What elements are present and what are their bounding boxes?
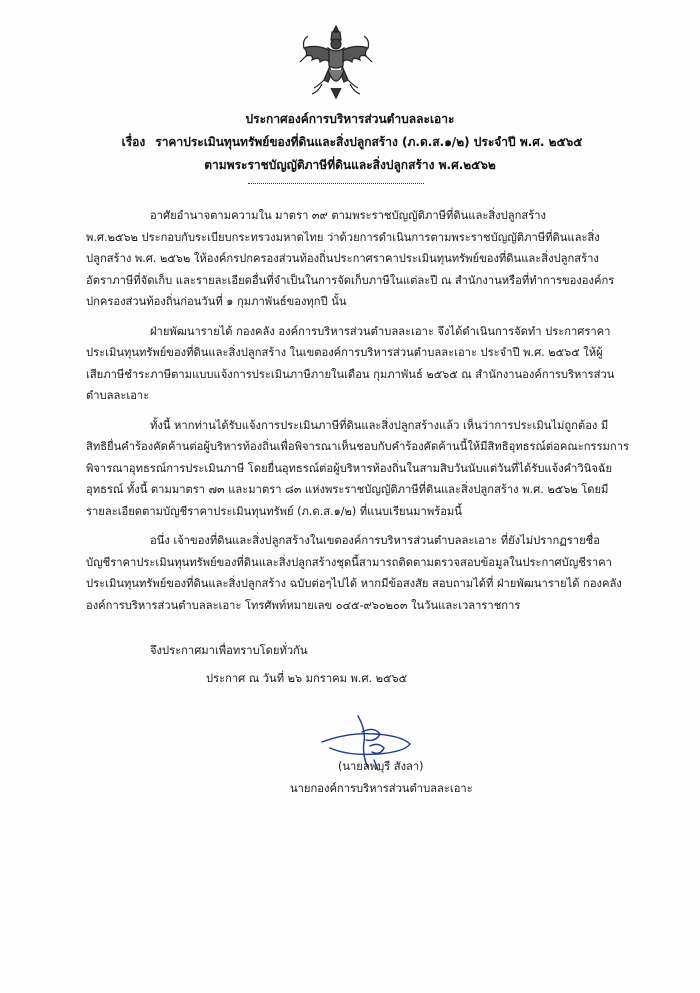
- paragraph-authority: [86, 205, 638, 313]
- paragraph-line: ทั้งนี้ หากท่านได้รับแจ้งการประเมินภาษีที่ดินและสิ่งปลูกสร้างแล้ว เห็นว่าการประเมินไม่ถูกต้อง มี: [150, 418, 609, 432]
- subject-line: [0, 131, 700, 154]
- announcement-date: ประกาศ ณ วันที่ ๒๖ มกราคม พ.ศ. ๒๕๖๕: [206, 672, 408, 685]
- paragraph-line: ประเมินทุนทรัพย์ของที่ดินและสิ่งปลูกสร้าง ในเขตองค์การบริหารส่วนตำบลละเอาะ ประจำปี พ.ศ. ๒๕๖๕ ให้ผู้: [86, 346, 603, 359]
- paragraph-line: อัตราภาษีที่จัดเก็บ และรายละเอียดอื่นที่จำเป็นในการจัดเก็บภาษีในแต่ละปี ณ สำนักงานหรือที่ทำการขององค์กร: [86, 273, 615, 287]
- paragraph-line: ตำบลละเอาะ: [86, 389, 150, 402]
- announcement-title: ประกาศองค์การบริหารส่วนตำบลละเอาะ: [245, 112, 455, 126]
- garuda-emblem-icon: [298, 22, 374, 100]
- paragraph-line: องค์การบริหารส่วนตำบลละเอาะ โทรศัพท์หมายเลข ๐๔๕-๙๖๐๒๐๓ ในวันและเวลาราชการ: [86, 598, 521, 612]
- paragraph-line: พ.ศ.๒๕๖๒ ประกอบกับระเบียบกระทรวงมหาดไทย ว่าด้วยการดำเนินการตามพระราชบัญญัติภาษีที่ดินและสิ่ง: [86, 230, 600, 244]
- paragraph-line: อุทธรณ์ ทั้งนี้ ตามมาตรา ๗๓ และมาตรา ๘๓ แห่งพระราชบัญญัติภาษีที่ดินและสิ่งปลูกสร้าง พ.ศ. ๒๕๖๒ โดยมี: [86, 483, 609, 496]
- signatory-name: (นายลพบุรี สังลา): [338, 760, 424, 773]
- signatory-title: นายกองค์การบริหารส่วนตำบลละเอาะ: [290, 782, 473, 795]
- document-header: [0, 108, 700, 177]
- paragraph-line: เสียภาษีชำระภาษีตามแบบแจ้งการประเมินภาษีภายในเดือน กุมภาพันธ์ ๒๕๖๕ ณ สำนักงานองค์การบริหารส่วน: [86, 367, 615, 381]
- paragraph-line: ประเมินทุนทรัพย์ของที่ดินและสิ่งปลูกสร้าง ฉบับต่อๆไปได้ หากมีข้อสงสัย สอบถามได้ที่ ฝ่ายพัฒนารายได้ กองคลัง: [86, 577, 622, 590]
- paragraph-line: รายละเอียดตามบัญชีราคาประเมินทุนทรัพย์ (ภ.ด.ส.๑/๒) ที่แนบเรียนมาพร้อมนี้: [86, 504, 462, 518]
- legal-reference: ตามพระราชบัญญัติภาษีที่ดินและสิ่งปลูกสร้าง พ.ศ.๒๕๖๒: [204, 158, 496, 172]
- dotted-divider: [248, 183, 424, 184]
- paragraph-line: บัญชีราคาประเมินทุนทรัพย์ของที่ดินและสิ่งปลูกสร้างชุดนี้สามารถติดตามตรวจสอบข้อมูลในประกาศบัญชีราคา: [86, 555, 612, 569]
- paragraph-line: อาศัยอำนาจตามความใน มาตรา ๓๙ ตามพระราชบัญญัติภาษีที่ดินและสิ่งปลูกสร้าง: [150, 209, 546, 222]
- paragraph-line: สิทธิยื่นคำร้องคัดค้านต่อผู้บริหารท้องถิ่นเพื่อพิจารณาเห็นชอบกับคำร้องคัดค้านนี้ให้มีสิทธิอุทธรณ์ต่อคณะกรรมการ: [86, 440, 629, 453]
- paragraph-line: อนึ่ง เจ้าของที่ดินและสิ่งปลูกสร้างในเขตองค์การบริหารส่วนตำบลละเอาะ ที่ยังไม่ปรากฏรายชื่อ: [150, 534, 600, 547]
- closing-statement: จึงประกาศมาเพื่อทราบโดยทั่วกัน: [150, 644, 308, 657]
- paragraph-line: ปลูกสร้าง พ.ศ. ๒๕๖๒ ให้องค์กรปกครองส่วนท้องถิ่นประกาศราคาประเมินทุนทรัพย์ของที่ดินและสิ่งปลูกสร้าง: [86, 252, 599, 265]
- paragraph-line: ฝ่ายพัฒนารายได้ กองคลัง องค์การบริหารส่วนตำบลละเอาะ จึงได้ดำเนินการจัดทำ ประกาศราคา: [150, 324, 611, 338]
- subject-text: ราคาประเมินทุนทรัพย์ของที่ดินและสิ่งปลูกสร้าง (ภ.ด.ส.๑/๒) ประจำปี พ.ศ. ๒๕๖๕: [155, 135, 583, 149]
- announcement-body: [86, 205, 638, 624]
- paragraph-line: ปกครองส่วนท้องถิ่นก่อนวันที่ ๑ กุมภาพันธ์ของทุกปี นั้น: [86, 295, 347, 308]
- subject-label: เรื่อง: [121, 135, 146, 149]
- paragraph-contact: [86, 530, 638, 616]
- paragraph-line: พิจารณาอุทธรณ์การประเมินภาษี โดยยื่นอุทธรณ์ต่อผู้บริหารท้องถิ่นในสามสิบวันนับแต่วันที่ได้รับแจ้งคำวินิจฉัย: [86, 461, 613, 475]
- paragraph-appeal: [86, 415, 638, 523]
- paragraph-revenue-division: [86, 321, 638, 407]
